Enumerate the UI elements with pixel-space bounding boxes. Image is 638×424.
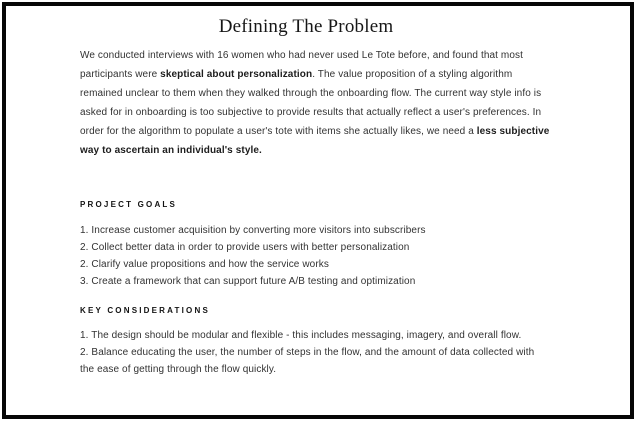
bold-text-run: way to ascertain an individual's style. bbox=[80, 145, 262, 156]
paragraph-line bbox=[80, 65, 532, 84]
list-item: 2. Collect better data in order to provide users with better personalization bbox=[80, 242, 410, 253]
paragraph-line bbox=[80, 46, 532, 65]
text-run: . The value proposition of a styling algorithm bbox=[312, 69, 513, 80]
page-title: Defining The Problem bbox=[218, 16, 394, 37]
content-column bbox=[80, 6, 550, 378]
paragraph-line bbox=[80, 141, 532, 160]
section-list bbox=[80, 222, 532, 290]
paragraph-line bbox=[80, 122, 550, 141]
section-key-considerations bbox=[80, 305, 535, 378]
paragraph-line bbox=[80, 103, 542, 122]
list-item: 2. Balance educating the user, the number of steps in the flow, and the amount of data collected with bbox=[80, 347, 535, 358]
section-project-goals bbox=[80, 199, 532, 290]
bold-text-run: skeptical about personalization bbox=[160, 69, 313, 80]
text-run: order for the algorithm to populate a user's tote with items she actually likes, we need a bbox=[80, 126, 477, 137]
section-heading: PROJECT GOALS bbox=[80, 200, 178, 209]
paragraph-line bbox=[80, 84, 542, 103]
text-run: participants were bbox=[80, 69, 161, 80]
list-item: the ease of getting through the flow quickly. bbox=[80, 364, 277, 375]
intro-paragraph bbox=[80, 46, 550, 160]
section-list bbox=[80, 327, 535, 378]
list-item: 1. Increase customer acquisition by converting more visitors into subscribers bbox=[80, 225, 426, 236]
text-run: We conducted interviews with 16 women who had never used Le Tote before, and found that most bbox=[80, 50, 523, 61]
section-heading: KEY CONSIDERATIONS bbox=[80, 306, 210, 315]
list-item: 2. Clarify value propositions and how the service works bbox=[80, 259, 329, 270]
document-page bbox=[2, 2, 634, 419]
list-item: 1. The design should be modular and flexible - this includes messaging, imagery, and overall flow. bbox=[80, 330, 522, 341]
text-run: remained unclear to them when they walked through the onboarding flow. The current way style info is bbox=[80, 88, 542, 99]
text-run: asked for in onboarding is too subjective to provide results that actually reflect a user's preferences. In bbox=[80, 107, 542, 118]
sections bbox=[80, 199, 535, 378]
list-item: 3. Create a framework that can support future A/B testing and optimization bbox=[80, 276, 416, 287]
bold-text-run: less subjective bbox=[476, 126, 550, 137]
